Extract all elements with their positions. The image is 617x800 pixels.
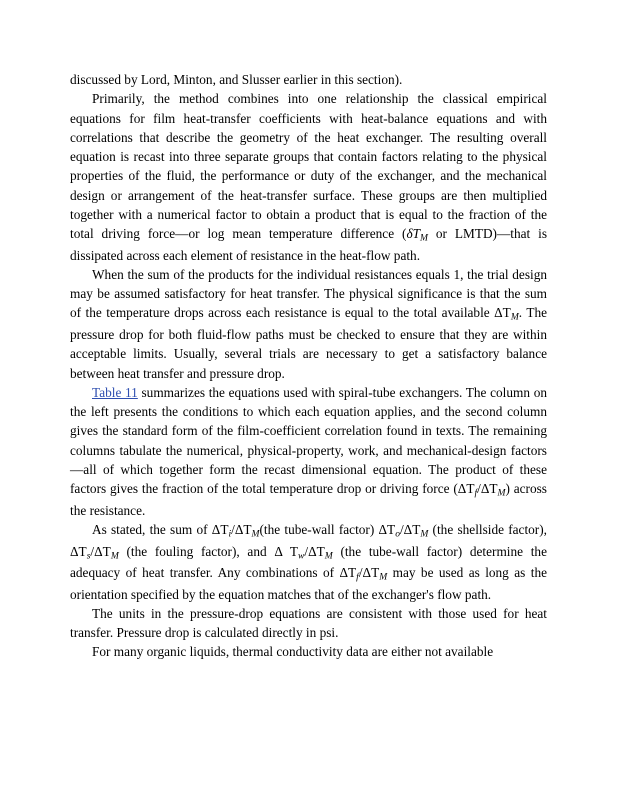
paragraph-primarily — [70, 89, 547, 265]
m3-base: ΔT — [378, 521, 396, 537]
m8-base: ΔT — [308, 543, 325, 559]
m10-base: ΔT — [362, 565, 380, 581]
math-tw-over-delta-tm — [289, 543, 333, 562]
as-stated-text-e: (the tube-wall factor) determine the adequacy of heat transfer. Any combinations of — [70, 543, 547, 581]
paragraph-intro — [70, 70, 547, 89]
m7-sep: / — [304, 543, 309, 559]
m9-base: ΔT — [339, 565, 357, 581]
as-stated-text-d: (the fouling factor), and Δ — [118, 543, 290, 559]
m7-sub: w — [297, 550, 305, 562]
as-stated-text-a: As stated, the sum of — [92, 521, 212, 537]
paragraph-when-sum — [70, 265, 547, 383]
as-stated-text-c: (the shellside factor), — [428, 521, 547, 537]
paragraph-organic-liquids — [70, 642, 547, 661]
math-delta-tf-over-delta-tm — [457, 481, 506, 499]
paragraph-units-text: The units in the pressure-drop equations are consistent with those used for heat transfer. Pressure drop is calculated directly in psi. — [70, 605, 547, 641]
table-11-link[interactable]: Table 11 — [92, 384, 138, 400]
math-delta-tf-sub: f — [474, 487, 478, 499]
math-delta-t-m-1 — [406, 226, 428, 244]
m3-sep: / — [399, 521, 404, 537]
math-delta-tm-sub: M — [497, 487, 506, 499]
m3-sub: o — [395, 528, 400, 540]
math-delta-tm-base: ΔT — [480, 481, 498, 497]
paragraph-table-11-text-start: summarizes the equations used with spiral-tube exchangers. The column on the left presents the conditions to which each equation applies, and the second column gives the standard form of the film-coefficient correlation found in texts. The remaining columns tabulate the numerical, physical-property, work, and mechanical-design factors—all of which together form the recast dimensional equation. The product of these factors gives the fraction of the total temperature drop or driving force ( — [70, 384, 547, 497]
m9-sub: f — [356, 571, 359, 583]
m1-sep: / — [231, 521, 235, 537]
paragraph-table-11-text-end: ) across the resistance. — [70, 481, 547, 518]
math-delta-ti-over-delta-tm — [211, 521, 260, 540]
m2-sub: M — [251, 528, 260, 540]
math-delta-t-m-1-base: δT — [406, 226, 421, 242]
paragraph-primarily-text-end: or LMTD)—that is dissipated across each element of resistance in the heat-flow path. — [70, 226, 547, 263]
as-stated-text-b: (the tube-wall factor) — [259, 521, 379, 537]
paragraph-when-sum-text-end: . The pressure drop for both fluid-flow paths must be checked to ensure that they are within acceptable limits. Usually, several trials are necessary to get a satisfactory balance between heat transfer and pressure drop. — [70, 305, 547, 381]
paragraph-organic-liquids-text: For many organic liquids, thermal conductivity data are either not available — [92, 644, 494, 660]
m6-sub: M — [110, 550, 119, 562]
m5-sep: / — [90, 543, 95, 559]
paragraph-intro-text: discussed by Lord, Minton, and Slusser earlier in this section). — [70, 72, 403, 87]
math-delta-tf-sep: / — [477, 481, 481, 497]
math-delta-t-m-2-sub: M — [510, 312, 519, 324]
paragraph-units — [70, 604, 547, 643]
m7-base: T — [289, 543, 298, 559]
math-delta-t-m-2 — [494, 305, 519, 324]
paragraph-as-stated — [70, 520, 547, 604]
m2-base: ΔT — [234, 521, 252, 537]
math-delta-tf-base: ΔT — [457, 481, 475, 497]
math-delta-to-over-delta-tm — [378, 521, 429, 540]
m6-base: ΔT — [94, 543, 111, 559]
m8-sub: M — [324, 550, 333, 562]
page-body — [70, 70, 547, 662]
math-delta-t-m-1-sub: M — [420, 232, 428, 244]
m1-base: ΔT — [211, 521, 229, 537]
math-delta-tf-over-delta-tm-2 — [339, 565, 388, 583]
paragraph-primarily-text-start: Primarily, the method combines into one relationship the classical empirical equations for film heat-transfer coefficients with heat-balance equations and with correlations that describe the geometry of the heat exchanger. The resulting overall equation is recast into three separate groups that contain factors relating to the physical properties of the fluid, the performance or duty of the exchanger, and the mechanical design or arrangement of the heat-transfer surface. These groups are then multiplied together with a numerical factor to obtain a product that is equal to the fraction of the total driving force—or log mean temperature difference ( — [70, 91, 547, 242]
m9-sep: / — [358, 565, 363, 581]
m10-sub: M — [379, 571, 388, 583]
math-delta-t-m-2-base: ΔT — [494, 305, 511, 321]
m5-base: ΔT — [70, 543, 87, 559]
math-delta-ts-over-delta-tm — [70, 543, 119, 562]
m4-sub: M — [420, 528, 429, 540]
paragraph-table-11 — [70, 383, 547, 520]
paragraph-when-sum-text-start: When the sum of the products for the individual resistances equals 1, the trial design may be assumed satisfactory for heat transfer. The physical significance is that the sum of the temperature drops across each resistance is equal to the total available — [70, 266, 547, 321]
m4-base: ΔT — [403, 521, 421, 537]
m1-sub: i — [228, 528, 232, 540]
as-stated-text-f: may be used as long as the orientation specified by the equation matches that of the exchanger's flow path. — [70, 565, 547, 602]
m5-sub: s — [86, 550, 91, 562]
